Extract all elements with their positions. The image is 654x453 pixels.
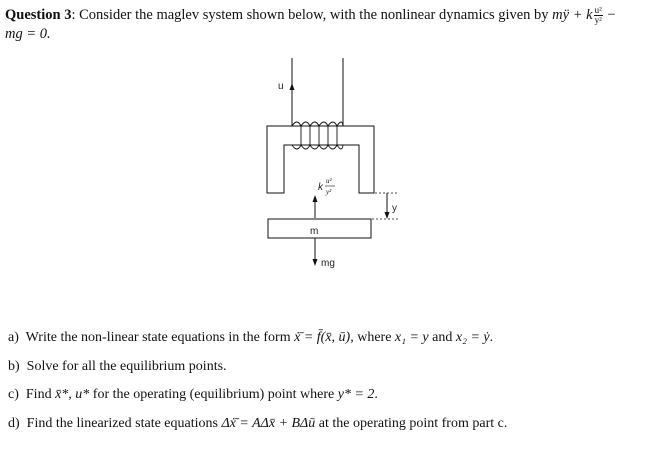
- part-a-math-1: ẋ̄ = f̄(x̄, ū): [294, 330, 351, 345]
- gap-label: y: [392, 203, 397, 214]
- dynamics-equation-line2: mg = 0.: [5, 26, 51, 43]
- part-c: c) Find x̄*, u* for the operating (equilibrium) point where y* = 2.: [8, 387, 378, 402]
- force-k: k: [318, 182, 323, 193]
- part-b: b) Solve for all the equilibrium points.: [8, 359, 227, 374]
- question-label: Question 3: [5, 7, 72, 23]
- u-label: u: [278, 81, 284, 92]
- dynamics-frac-den: y²: [594, 15, 602, 26]
- force-num: u²: [326, 177, 332, 185]
- mass-block: [268, 219, 371, 238]
- gap-arrow-head: [385, 212, 390, 219]
- gravity-arrow-head: [313, 259, 318, 266]
- dynamics-frac-num: u²: [594, 5, 602, 16]
- force-den: y²: [326, 188, 332, 196]
- part-c-math-2: y* = 2: [337, 387, 375, 402]
- mass-label: m: [310, 226, 319, 237]
- part-a-math-2: x₁ = y: [394, 330, 429, 345]
- question-intro: : Consider the maglev system shown below, with the nonlinear dynamics given by: [71, 7, 553, 23]
- part-c-math-1: x̄*, u*: [55, 387, 90, 402]
- part-a: a) Write the non-linear state equations in the form ẋ̄ = f̄(x̄, ū), where x₁ = y and x₂ = ẏ.: [8, 330, 494, 345]
- part-d: d) Find the linearized state equations Δẋ̄ = AΔx̄ + BΔū at the operating point from part c.: [8, 416, 508, 431]
- part-d-math-1: Δẋ̄ = AΔx̄ + BΔū: [221, 416, 316, 431]
- gravity-label: mg: [321, 258, 335, 269]
- part-a-math-3: x₂ = ẏ: [455, 330, 490, 345]
- dynamics-equation: mÿ + k: [552, 7, 593, 23]
- dynamics-minus: −: [603, 7, 616, 23]
- force-arrow-head: [313, 195, 318, 202]
